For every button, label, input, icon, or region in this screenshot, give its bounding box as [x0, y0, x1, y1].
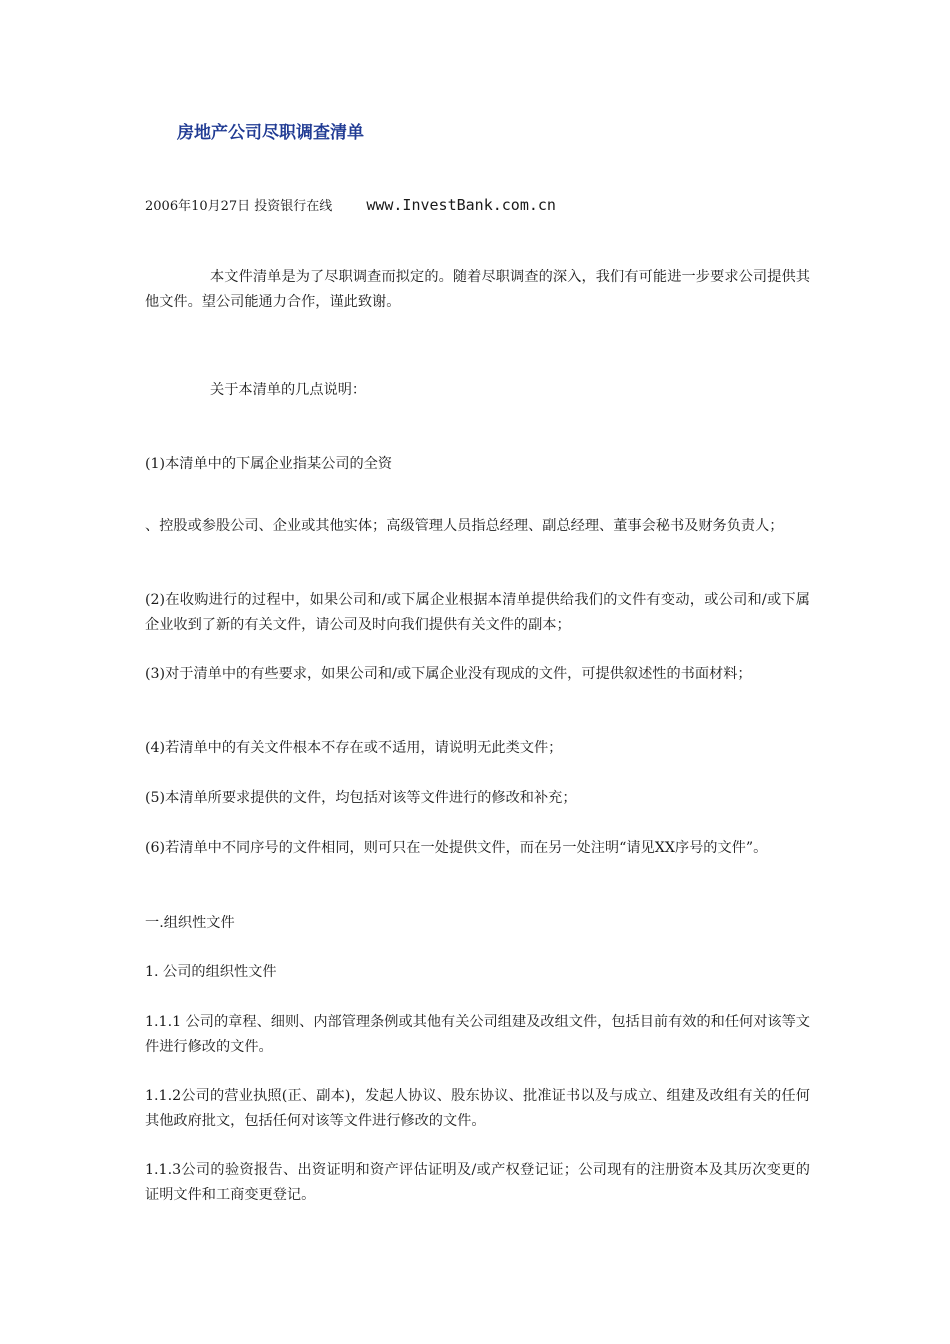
- document-title: 房地产公司尽职调查清单: [177, 123, 364, 143]
- note-6: (6)若清单中不同序号的文件相同，则可只在一处提供文件，而在另一处注明“请见XX序号的文件”。: [145, 840, 768, 856]
- note-3: (3)对于清单中的有些要求，如果公司和/或下属企业没有现成的文件，可提供叙述性的书面材料；: [145, 666, 752, 682]
- note-1-part-1: (1)本清单中的下属企业指某公司的全资: [145, 456, 393, 472]
- item-1-1-2: 1.1.2公司的营业执照(正、副本)，发起人协议、股东协议、批准证书以及与成立、组建及改组有关的任何其他政府批文，包括任何对该等文件进行修改的文件。: [145, 1088, 810, 1129]
- note-1-part-2: 、控股或参股公司、企业或其他实体；高级管理人员指总经理、副总经理、董事会秘书及财务负责人；: [145, 518, 784, 534]
- subsection-heading-1: 1. 公司的组织性文件: [145, 964, 277, 980]
- notes-heading: 关于本清单的几点说明：: [210, 382, 367, 398]
- article-meta: [145, 195, 556, 214]
- publish-date-source: 2006年10月27日 投资银行在线: [145, 199, 333, 214]
- intro-paragraph: 本文件清单是为了尽职调查而拟定的。随着尽职调查的深入，我们有可能进一步要求公司提供其他文件。望公司能通力合作，谨此致谢。: [145, 269, 810, 310]
- note-5: (5)本清单所要求提供的文件，均包括对该等文件进行的修改和补充；: [145, 790, 577, 806]
- section-heading-1: 一.组织性文件: [145, 915, 235, 931]
- note-2: (2)在收购进行的过程中，如果公司和/或下属企业根据本清单提供给我们的文件有变动，或公司和/或下属企业收到了新的有关文件，请公司及时向我们提供有关文件的副本；: [145, 592, 810, 633]
- note-4: (4)若清单中的有关文件根本不存在或不适用，请说明无此类文件；: [145, 740, 563, 756]
- website-link[interactable]: www.InvestBank.com.cn: [366, 196, 556, 214]
- item-1-1-1: 1.1.1 公司的章程、细则、内部管理条例或其他有关公司组建及改组文件，包括目前有效的和任何对该等文件进行修改的文件。: [145, 1014, 810, 1055]
- item-1-1-3: 1.1.3公司的验资报告、出资证明和资产评估证明及/或产权登记证；公司现有的注册资本及其历次变更的证明文件和工商变更登记。: [145, 1162, 810, 1203]
